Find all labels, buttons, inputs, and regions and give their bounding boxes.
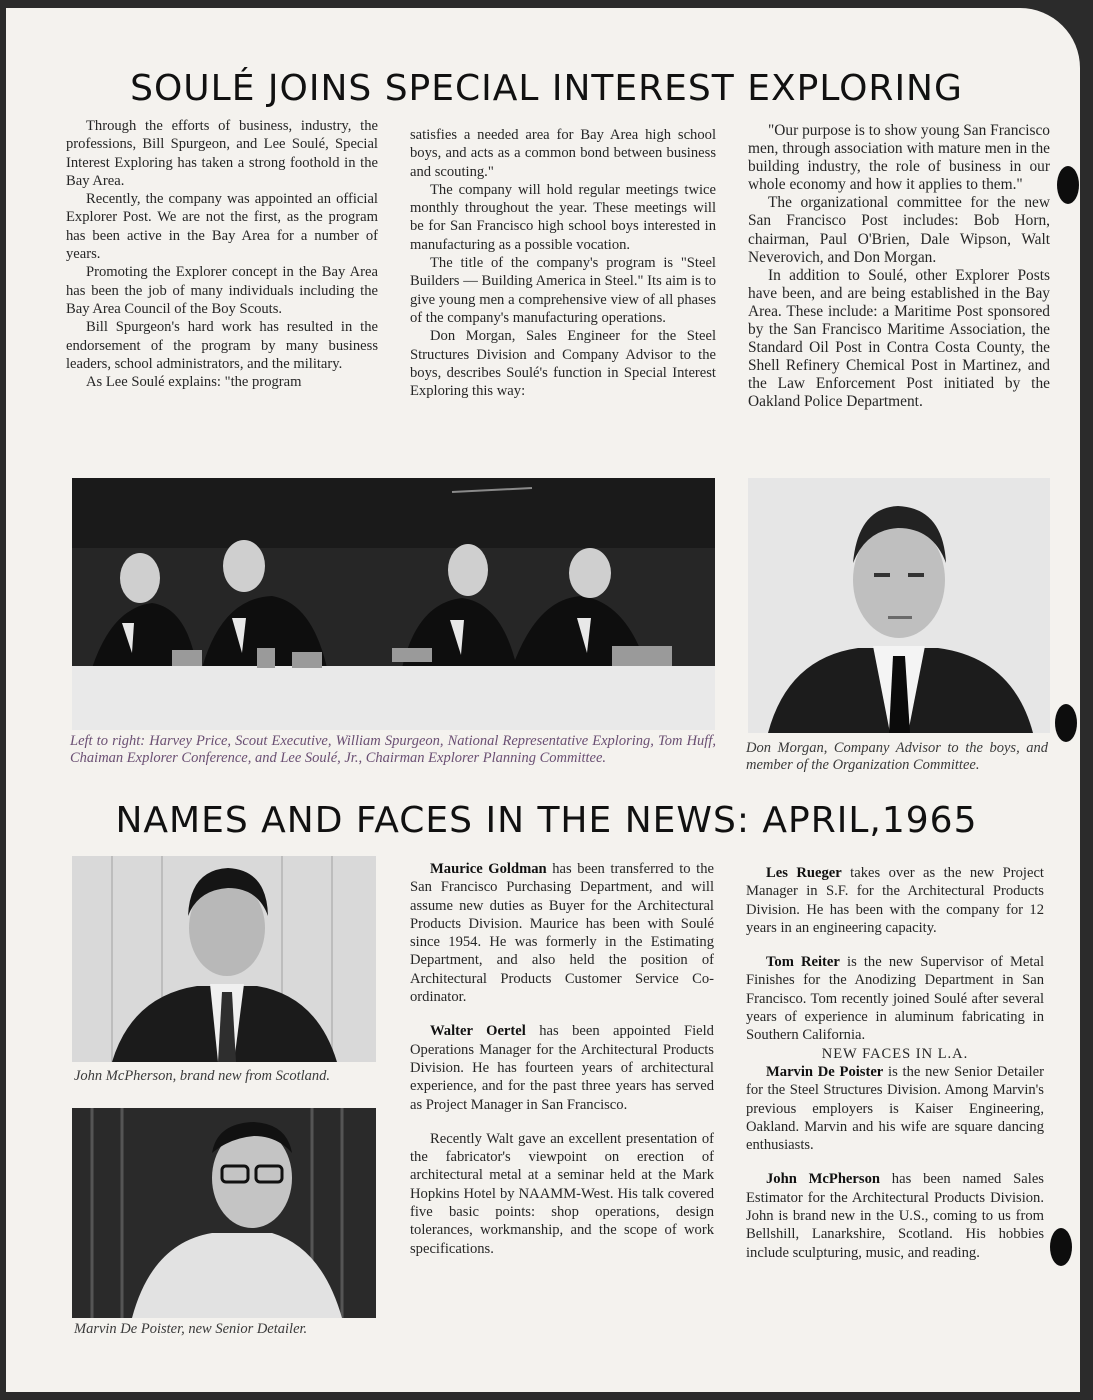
article-column-3	[748, 122, 1050, 412]
punch-hole	[1055, 704, 1077, 742]
news-item	[410, 1130, 714, 1258]
news-item	[746, 864, 1044, 937]
news-text: Recently Walt gave an excellent presentation of the fabricator's viewpoint on erection of architectural metal at a seminar held at the Mark Hopkins Hotel by NAAMM-West. His talk covered five basic points: shop operations, design tolerances, workmanship, and the scope of work specifications.	[410, 1130, 714, 1257]
portrait-caption: Don Morgan, Company Advisor to the boys, and member of the Organization Committee.	[746, 740, 1048, 773]
group-photo-caption: Left to right: Harvey Price, Scout Executive, William Spurgeon, National Representative Exploring, Tom Huff, Chaiman Explorer Conference, and Lee Soulé, Jr., Chairman Explorer Planning Committee.	[70, 733, 716, 766]
paragraph: satisfies a needed area for Bay Area high school boys, and acts as a common bond between business and scouting."	[410, 127, 716, 180]
paragraph: Bill Spurgeon's hard work has resulted in the endorsement of the program by many business leaders, school administrators, and the military.	[66, 319, 378, 372]
paragraph: Promoting the Explorer concept in the Bay Area has been the job of many individuals including the Bay Area Council of the Boy Scouts.	[66, 264, 378, 317]
person-name: Maurice Goldman	[430, 861, 547, 877]
news-column-2	[410, 860, 714, 1258]
news-item	[746, 1170, 1044, 1261]
article-column-1	[66, 117, 378, 391]
person-name: Les Rueger	[766, 865, 842, 881]
paragraph: As Lee Soulé explains: "the program	[86, 374, 302, 391]
punch-hole	[1050, 1228, 1072, 1266]
paragraph: "Our purpose is to show young San Francisco men, through association with mature men in the building industry, the role of business in our whole economy and how it applies to them."	[748, 122, 1051, 194]
paragraph: The title of the company's program is "Steel Builders — Building America in Steel." Its aim is to give young men a comprehensive view of all phases of the company's manufacturing operations.	[410, 255, 716, 326]
paragraph: The organizational committee for the new San Francisco Post includes: Bob Horn, chairman, Paul O'Brien, Dale Wipson, Walt Neverovich, and Don Morgan.	[748, 194, 1050, 266]
person-name: Tom Reiter	[766, 954, 840, 971]
person-name: Marvin De Poister	[766, 1063, 884, 1080]
portrait-don-morgan	[748, 478, 1050, 733]
person-name: John McPherson	[766, 1171, 880, 1188]
paragraph: Through the efforts of business, industry, the professions, Bill Spurgeon, and Lee Soulé, Special Interest Exploring has taken a strong foothold in the Bay Area.	[66, 118, 378, 189]
mcpherson-caption: John McPherson, brand new from Scotland.	[74, 1068, 331, 1084]
news-item	[410, 860, 714, 1006]
photo-john-mcpherson	[72, 856, 376, 1062]
news-text: is the new Supervisor of Metal Finishes for the Anodizing Department in San Francisco. Tom recently joined Soulé after several years of experience in aluminum fabricating in Southern California.	[746, 954, 1044, 1044]
paragraph: Recently, the company was appointed an official Explorer Post. We are not the first, as the program has been active in the Bay Area for a number of years.	[66, 191, 378, 263]
paragraph: Don Morgan, Sales Engineer for the Steel Structures Division and Company Advisor to the boys, describes Soulé's function in Special Interest Exploring this way:	[410, 328, 716, 400]
news-text: takes over as the new Project Manager in S.F. for the Architectural Products Division. He has been with the company for 12 years in an engineering capacity.	[746, 865, 1044, 936]
news-text: has been transferred to the San Francisco Purchasing Department, and will assume new duties as Buyer for the Architectural Products Division. Maurice has been with Soulé since 1954. He was formerly in the Estimating Department, and also held the position of Architectural Products Customer Service Co-ordinator.	[410, 861, 714, 1006]
depoister-caption: Marvin De Poister, new Senior Detailer.	[74, 1321, 308, 1337]
news-text: has been appointed Field Operations Manager for the Architectural Products Division. He has fourteen years of architectural experience, and for the past three years has served as Project Manager in San Francisco.	[410, 1023, 714, 1113]
paragraph: The company will hold regular meetings twice monthly throughout the year. These meetings will be for San Francisco high school boys interested in manufacturing as a possible vocation.	[410, 181, 716, 253]
person-name: Walter Oertel	[430, 1023, 526, 1040]
photo-marvin-de-poister	[72, 1108, 376, 1318]
paragraph: In addition to Soulé, other Explorer Posts have been, and are being established in the Bay Area. These include: a Maritime Post sponsored by the San Francisco Maritime Association, the Standard Oil Post in Contra Costa County, the Shell Refinery Chemical Post in Martinez, and the Law Enforcement Post initiated by the Oakland Police Department.	[748, 266, 1050, 411]
article-headline: SOULÉ JOINS SPECIAL INTEREST EXPLORING	[130, 68, 963, 109]
news-text: is the new Senior Detailer for the Steel Structures Division. Among Marvin's previous employers is Kaiser Engineering, Oakland. Marvin and his wife are square dancing enthusiasts.	[746, 1063, 1045, 1154]
news-text: has been named Sales Estimator for the Architectural Products Division. John is brand new in the U.S., coming to us from Bellshill, Lanarkshire, Scotland. His hobbies include sculpturing, music, and reading.	[746, 1171, 1044, 1261]
section-headline: NAMES AND FACES IN THE NEWS: APRIL,1965	[115, 800, 978, 841]
article-column-2	[410, 126, 716, 400]
punch-hole	[1057, 166, 1079, 204]
group-photo	[72, 478, 715, 730]
news-item	[746, 1063, 1044, 1154]
subhead-new-faces: NEW FACES IN L.A.	[821, 1045, 969, 1062]
news-column-3	[746, 864, 1044, 1262]
news-item	[410, 1022, 714, 1113]
news-item	[746, 953, 1044, 1044]
